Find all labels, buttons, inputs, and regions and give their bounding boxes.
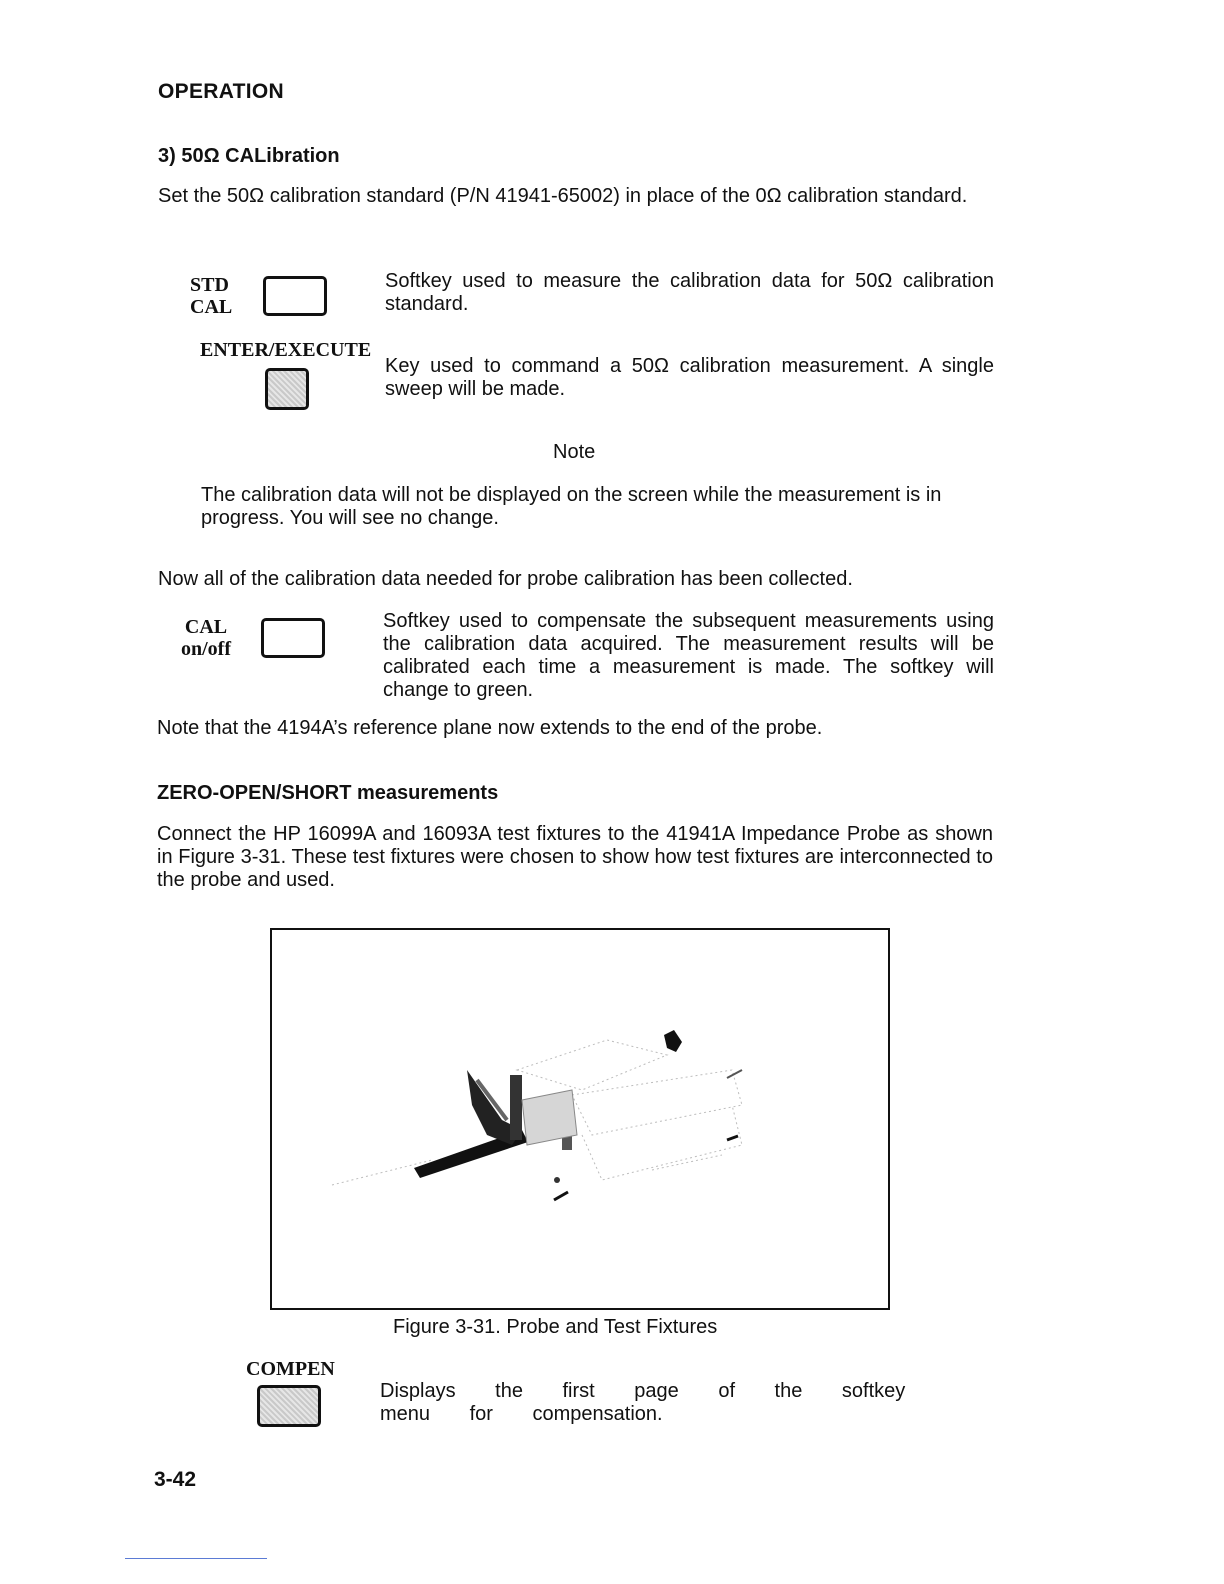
std-cal-description: Softkey used to measure the calibration data for 50Ω calibration standard. xyxy=(385,270,994,315)
enter-execute-key[interactable] xyxy=(265,368,309,410)
figure-frame xyxy=(270,928,890,1310)
cal-onoff-description: Softkey used to compensate the subsequent measurements using the calibration data acquired. The measurement results will be calibrated each time a measurement is made. The softkey will change to green. xyxy=(383,610,994,701)
std-label-line1: STD xyxy=(190,274,229,296)
zero-section-intro-paragraph: Connect the HP 16099A and 16093A test fixtures to the 41941A Impedance Probe as shown in Figure 3-31. These test fixtures were chosen to show how test fixtures are interconnected to the probe and used. xyxy=(157,823,993,891)
figure-caption: Figure 3-31. Probe and Test Fixtures xyxy=(393,1316,718,1338)
calibration-collected-text: Now all of the calibration data needed for probe calibration has been collected. xyxy=(158,568,853,590)
section-heading-50-ohm-calibration: 3) 50Ω CALibration xyxy=(158,145,340,167)
compen-key[interactable] xyxy=(257,1385,321,1427)
page-header: OPERATION xyxy=(158,80,284,103)
std-cal-key-label xyxy=(190,274,232,318)
note-text: The calibration data will not be displayed on the screen while the measurement is in progress. You will see no change. xyxy=(201,484,942,529)
bottom-rule xyxy=(125,1558,267,1559)
std-cal-softkey[interactable] xyxy=(263,276,327,316)
probe-and-fixtures-photo xyxy=(272,930,888,1308)
cal-onoff-softkey[interactable] xyxy=(261,618,325,658)
compen-key-label: COMPEN xyxy=(246,1358,335,1380)
cal-label-line1: CAL xyxy=(184,616,228,638)
cal-label-line2: on/off xyxy=(181,638,231,660)
calibration-intro-paragraph: Set the 50Ω calibration standard (P/N 41941-65002) in place of the 0Ω calibration standard. xyxy=(158,185,968,207)
compen-description: Displays the first page of the softkey menu for compensation. xyxy=(380,1380,906,1425)
cal-onoff-key-label xyxy=(176,616,236,660)
enter-execute-description: Key used to command a 50Ω calibration measurement. A single sweep will be made. xyxy=(385,355,994,400)
enter-execute-key-label: ENTER/EXECUTE xyxy=(200,339,372,361)
reference-plane-text: Note that the 4194A’s reference plane now extends to the end of the probe. xyxy=(157,717,823,739)
std-label-line2: CAL xyxy=(190,296,233,318)
page-number: 3-42 xyxy=(154,1468,197,1491)
note-title: Note xyxy=(553,441,596,463)
section-heading-zero-open-short: ZERO-OPEN/SHORT measurements xyxy=(157,782,499,804)
